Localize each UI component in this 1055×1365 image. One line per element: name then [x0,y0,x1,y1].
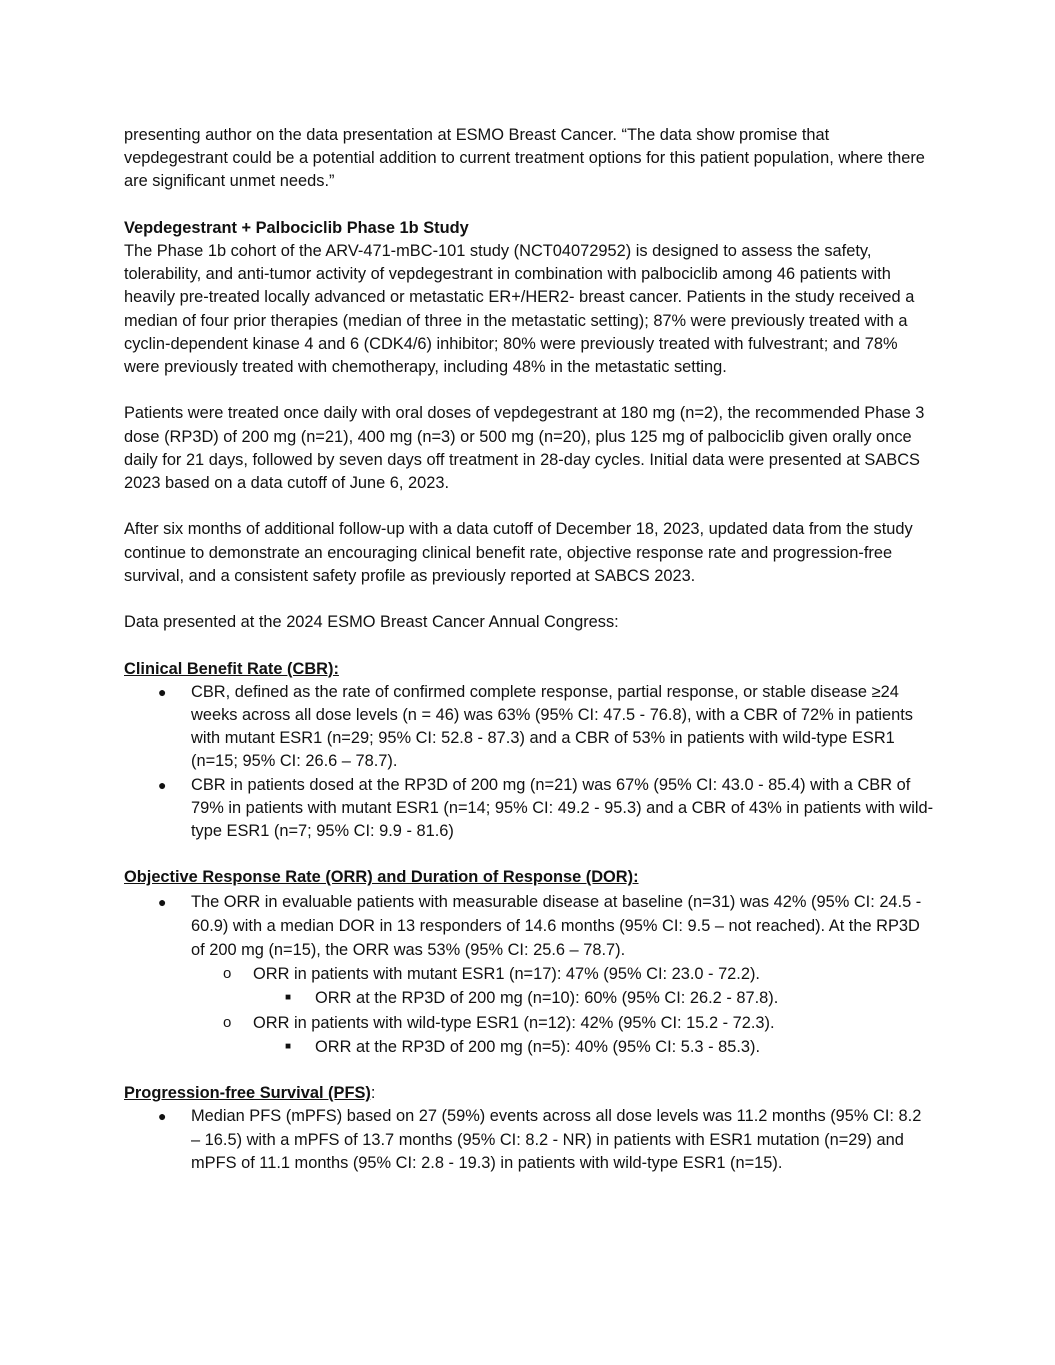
cbr-list [124,681,934,843]
spacer [124,379,934,402]
document-page [124,124,934,1175]
bullet-marker: ● [158,683,167,700]
pfs-bullet-text: Median PFS (mPFS) based on 27 (59%) events across all dose levels was 11.2 months (95% CI: 8.2 – 16.5) with a mPFS of 13.7 months (95% CI: 8.2 - NR) in patients with ESR1 mutation (n=29) and mPFS of 11.1 months (95% CI: 2.8 - 19.3) in patients with wild-type ESR1 (n=15). [191,1107,922,1172]
cbr-bullet [124,774,934,844]
cbr-bullet [124,681,934,774]
orr-bullet-text: The ORR in evaluable patients with measurable disease at baseline (n=31) was 42% (95% CI: 24.5 - 60.9) with a median DOR in 13 responders of 14.6 months (95% CI: 9.5 – not reached). At the RP3D of 200 mg (n=15), the ORR was 53% (95% CI: 25.6 – 78.7). [191,892,922,960]
orr-bullet [124,890,934,963]
orr-sub-bullet-text: ORR in patients with wild-type ESR1 (n=12): 42% (95% CI: 15.2 - 72.3). [253,1013,775,1032]
orr-detail-bullet [124,986,934,1010]
bullet-marker: ● [158,1108,167,1125]
circle-marker: o [223,1013,232,1031]
pfs-heading-colon: : [370,1084,376,1103]
circle-marker: o [223,965,232,983]
spacer [124,194,934,217]
intro-paragraph: presenting author on the data presentation at ESMO Breast Cancer. “The data show promise that vepdegestrant could be a potential addition to current treatment options for this patient population, where there are significant unmet needs.” [124,126,925,191]
spacer [124,588,934,611]
study-paragraph-followup: After six months of additional follow-up with a data cutoff of December 18, 2023, updated data from the study continue to demonstrate an encouraging clinical benefit rate, objective response rate and progression-free survival, and a consistent safety profile as previously reported at SABCS 2023. [124,520,913,585]
cbr-bullet-text: CBR, defined as the rate of confirmed complete response, partial response, or stable disease ≥24 weeks across all dose levels (n = 46) was 63% (95% CI: 47.5 - 76.8), with a CBR of 72% in patients with mutant ESR1 (n=29; 95% CI: 52.8 - 87.3) and a CBR of 53% in patients with wild-type ESR1 (n=15; 95% CI: 26.6 – 78.7). [191,682,913,771]
orr-detail-bullet-text: ORR at the RP3D of 200 mg (n=10): 60% (95% CI: 26.2 - 87.8). [315,989,779,1008]
orr-list [124,890,934,1059]
pfs-heading: Progression-free Survival (PFS) [124,1084,371,1103]
cbr-bullet-text: CBR in patients dosed at the RP3D of 200 mg (n=21) was 67% (95% CI: 43.0 - 85.4) with a CBR of 79% in patients with mutant ESR1 (n=14; 95% CI: 49.2 - 95.3) and a CBR of 43% in patients with wild-type ESR1 (n=7; 95% CI: 9.9 - 81.6) [191,775,934,841]
orr-heading: Objective Response Rate (ORR) and Duration of Response (DOR): [124,868,639,887]
study-paragraph-design: The Phase 1b cohort of the ARV-471-mBC-101 study (NCT04072952) is designed to assess the safety, tolerability, and anti-tumor activity of vepdegestrant in combination with palbociclib among 46 patients with heavily pre-treated locally advanced or metastatic ER+/HER2- breast cancer. Patients in the study received a median of four prior therapies (median of three in the metastatic setting); 87% were previously treated with a cyclin-dependent kinase 4 and 6 (CDK4/6) inhibitor; 80% were previously treated with fulvestrant; and 78% were previously treated with chemotherapy, including 48% in the metastatic setting. [124,242,915,377]
cbr-heading: Clinical Benefit Rate (CBR): [124,659,339,678]
orr-sub-bullet [124,1011,934,1035]
bullet-marker: ● [158,893,167,910]
square-marker: ■ [285,1040,292,1052]
study-paragraph-congress: Data presented at the 2024 ESMO Breast Cancer Annual Congress: [124,613,619,632]
orr-sub-bullet-text: ORR in patients with mutant ESR1 (n=17): 47% (95% CI: 23.0 - 72.2). [253,965,760,984]
spacer [124,1059,934,1082]
study-heading: Vepdegestrant + Palbociclib Phase 1b Study [124,218,469,237]
spacer [124,634,934,657]
orr-detail-bullet-text: ORR at the RP3D of 200 mg (n=5): 40% (95% CI: 5.3 - 85.3). [315,1037,761,1056]
pfs-list [124,1105,934,1175]
spacer [124,495,934,518]
bullet-marker: ● [158,776,167,793]
pfs-heading-line [124,1082,934,1105]
study-paragraph-dosing: Patients were treated once daily with oral doses of vepdegestrant at 180 mg (n=2), the recommended Phase 3 dose (RP3D) of 200 mg (n=21), 400 mg (n=3) or 500 mg (n=20), plus 125 mg of palbociclib given orally once daily for 21 days, followed by seven days off treatment in 28-day cycles. Initial data were presented at SABCS 2023 based on a data cutoff of June 6, 2023. [124,404,925,493]
orr-sub-bullet [124,962,934,986]
square-marker: ■ [285,992,292,1004]
spacer [124,843,934,866]
orr-detail-bullet [124,1035,934,1059]
pfs-bullet [124,1105,934,1175]
